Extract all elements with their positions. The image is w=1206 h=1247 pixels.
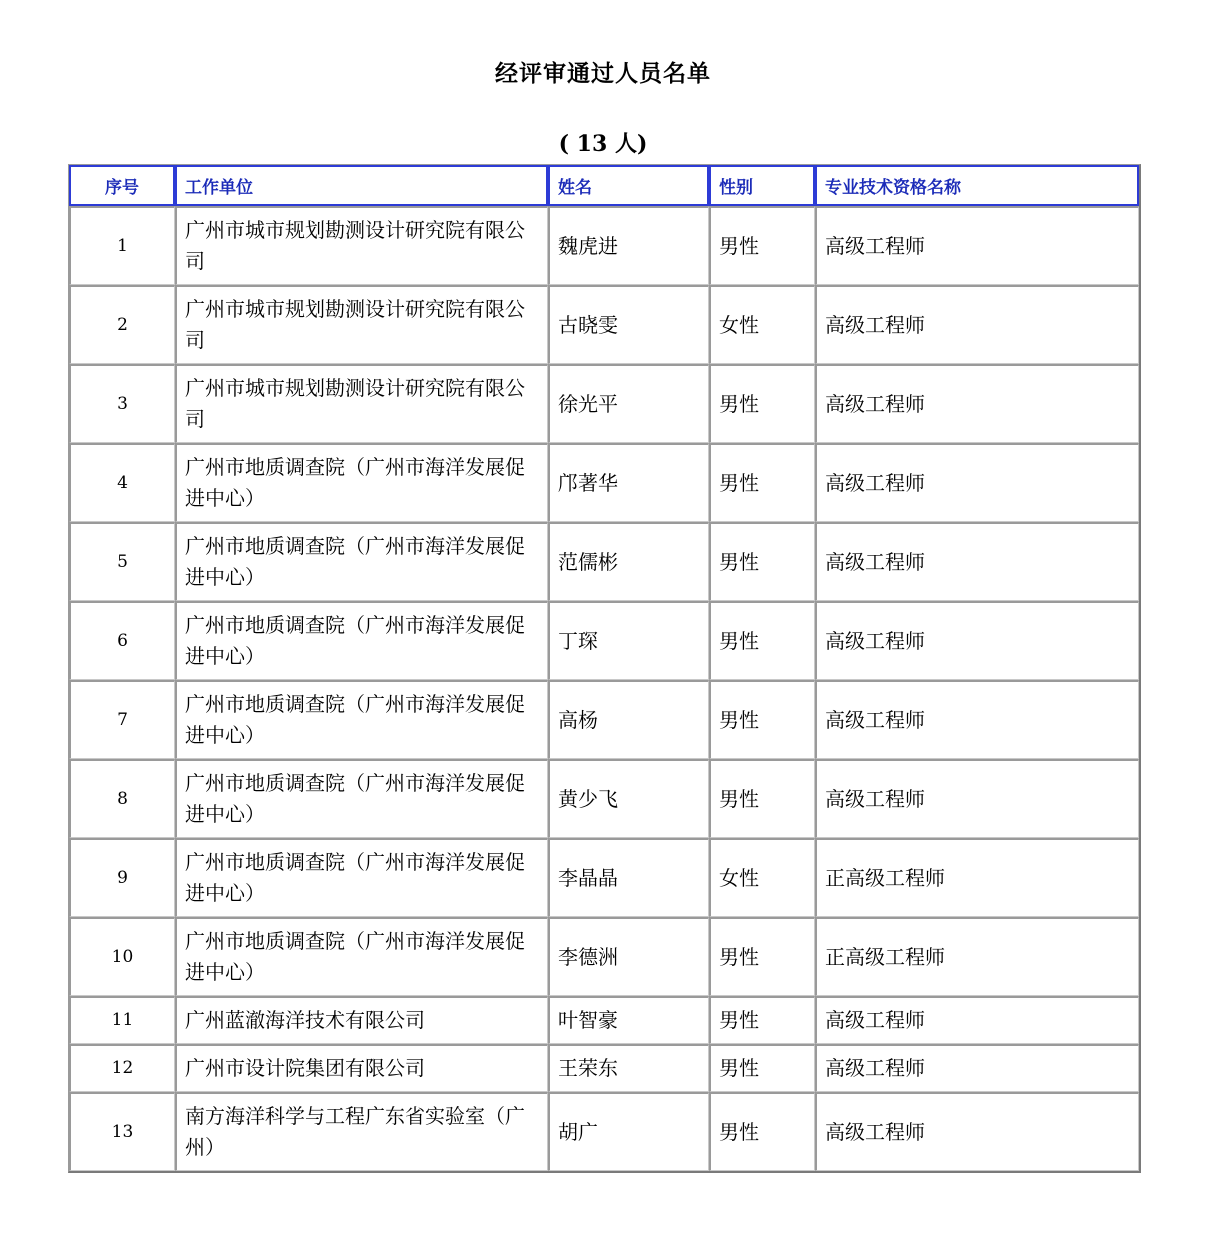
row-work-unit: 广州市地质调查院（广州市海洋发展促进中心） bbox=[175, 838, 548, 917]
row-qualification: 高级工程师 bbox=[815, 680, 1139, 759]
row-work-unit: 广州市地质调查院（广州市海洋发展促进中心） bbox=[175, 601, 548, 680]
row-index: 10 bbox=[69, 917, 175, 996]
row-qualification: 高级工程师 bbox=[815, 206, 1139, 285]
row-index: 5 bbox=[69, 522, 175, 601]
row-qualification: 高级工程师 bbox=[815, 522, 1139, 601]
row-name: 范儒彬 bbox=[548, 522, 709, 601]
row-name: 胡广 bbox=[548, 1092, 709, 1171]
row-name: 李德洲 bbox=[548, 917, 709, 996]
roster-table bbox=[68, 164, 1141, 1173]
row-qualification: 高级工程师 bbox=[815, 1092, 1139, 1171]
row-qualification: 高级工程师 bbox=[815, 285, 1139, 364]
row-gender: 男性 bbox=[709, 206, 815, 285]
row-work-unit: 广州市地质调查院（广州市海洋发展促进中心） bbox=[175, 443, 548, 522]
row-name: 黄少飞 bbox=[548, 759, 709, 838]
table-row bbox=[69, 443, 1139, 522]
row-qualification: 高级工程师 bbox=[815, 364, 1139, 443]
header-qualification: 专业技术资格名称 bbox=[815, 165, 1139, 206]
row-gender: 男性 bbox=[709, 443, 815, 522]
row-qualification: 正高级工程师 bbox=[815, 917, 1139, 996]
row-index: 2 bbox=[69, 285, 175, 364]
row-index: 11 bbox=[69, 996, 175, 1044]
row-index: 12 bbox=[69, 1044, 175, 1092]
row-name: 古晓雯 bbox=[548, 285, 709, 364]
row-index: 7 bbox=[69, 680, 175, 759]
row-gender: 男性 bbox=[709, 996, 815, 1044]
row-index: 8 bbox=[69, 759, 175, 838]
header-row bbox=[69, 165, 1139, 206]
header-gender: 性别 bbox=[709, 165, 815, 206]
table-row bbox=[69, 1092, 1139, 1171]
person-count: ( 13 人) bbox=[558, 131, 648, 157]
row-index: 1 bbox=[69, 206, 175, 285]
header-index: 序号 bbox=[69, 165, 175, 206]
table-row bbox=[69, 838, 1139, 917]
row-gender: 女性 bbox=[709, 285, 815, 364]
row-name: 魏虎进 bbox=[548, 206, 709, 285]
row-name: 王荣东 bbox=[548, 1044, 709, 1092]
row-qualification: 高级工程师 bbox=[815, 443, 1139, 522]
row-name: 李晶晶 bbox=[548, 838, 709, 917]
row-index: 6 bbox=[69, 601, 175, 680]
row-work-unit: 广州市城市规划勘测设计研究院有限公司 bbox=[175, 206, 548, 285]
table-row bbox=[69, 522, 1139, 601]
row-qualification: 高级工程师 bbox=[815, 759, 1139, 838]
table-row bbox=[69, 996, 1139, 1044]
row-qualification: 正高级工程师 bbox=[815, 838, 1139, 917]
row-qualification: 高级工程师 bbox=[815, 996, 1139, 1044]
row-gender: 男性 bbox=[709, 364, 815, 443]
row-work-unit: 南方海洋科学与工程广东省实验室（广州） bbox=[175, 1092, 548, 1171]
document-title: 经评审通过人员名单 bbox=[495, 61, 711, 87]
row-gender: 男性 bbox=[709, 759, 815, 838]
row-work-unit: 广州市城市规划勘测设计研究院有限公司 bbox=[175, 364, 548, 443]
row-gender: 男性 bbox=[709, 917, 815, 996]
row-gender: 男性 bbox=[709, 680, 815, 759]
row-work-unit: 广州市地质调查院（广州市海洋发展促进中心） bbox=[175, 522, 548, 601]
table-row bbox=[69, 1044, 1139, 1092]
row-work-unit: 广州市地质调查院（广州市海洋发展促进中心） bbox=[175, 759, 548, 838]
row-index: 4 bbox=[69, 443, 175, 522]
row-name: 高杨 bbox=[548, 680, 709, 759]
row-work-unit: 广州市设计院集团有限公司 bbox=[175, 1044, 548, 1092]
row-name: 叶智豪 bbox=[548, 996, 709, 1044]
row-name: 徐光平 bbox=[548, 364, 709, 443]
table-row bbox=[69, 364, 1139, 443]
table-row bbox=[69, 759, 1139, 838]
row-work-unit: 广州市城市规划勘测设计研究院有限公司 bbox=[175, 285, 548, 364]
row-index: 3 bbox=[69, 364, 175, 443]
header-name: 姓名 bbox=[548, 165, 709, 206]
row-work-unit: 广州市地质调查院（广州市海洋发展促进中心） bbox=[175, 917, 548, 996]
row-qualification: 高级工程师 bbox=[815, 1044, 1139, 1092]
row-gender: 男性 bbox=[709, 601, 815, 680]
table-row bbox=[69, 285, 1139, 364]
row-index: 13 bbox=[69, 1092, 175, 1171]
row-name: 丁琛 bbox=[548, 601, 709, 680]
row-gender: 男性 bbox=[709, 1044, 815, 1092]
row-name: 邝著华 bbox=[548, 443, 709, 522]
table-row bbox=[69, 206, 1139, 285]
table-row bbox=[69, 680, 1139, 759]
header-work-unit: 工作单位 bbox=[175, 165, 548, 206]
table-row bbox=[69, 917, 1139, 996]
row-gender: 男性 bbox=[709, 522, 815, 601]
row-work-unit: 广州市地质调查院（广州市海洋发展促进中心） bbox=[175, 680, 548, 759]
row-qualification: 高级工程师 bbox=[815, 601, 1139, 680]
row-gender: 女性 bbox=[709, 838, 815, 917]
row-gender: 男性 bbox=[709, 1092, 815, 1171]
row-work-unit: 广州蓝澈海洋技术有限公司 bbox=[175, 996, 548, 1044]
table-row bbox=[69, 601, 1139, 680]
row-index: 9 bbox=[69, 838, 175, 917]
